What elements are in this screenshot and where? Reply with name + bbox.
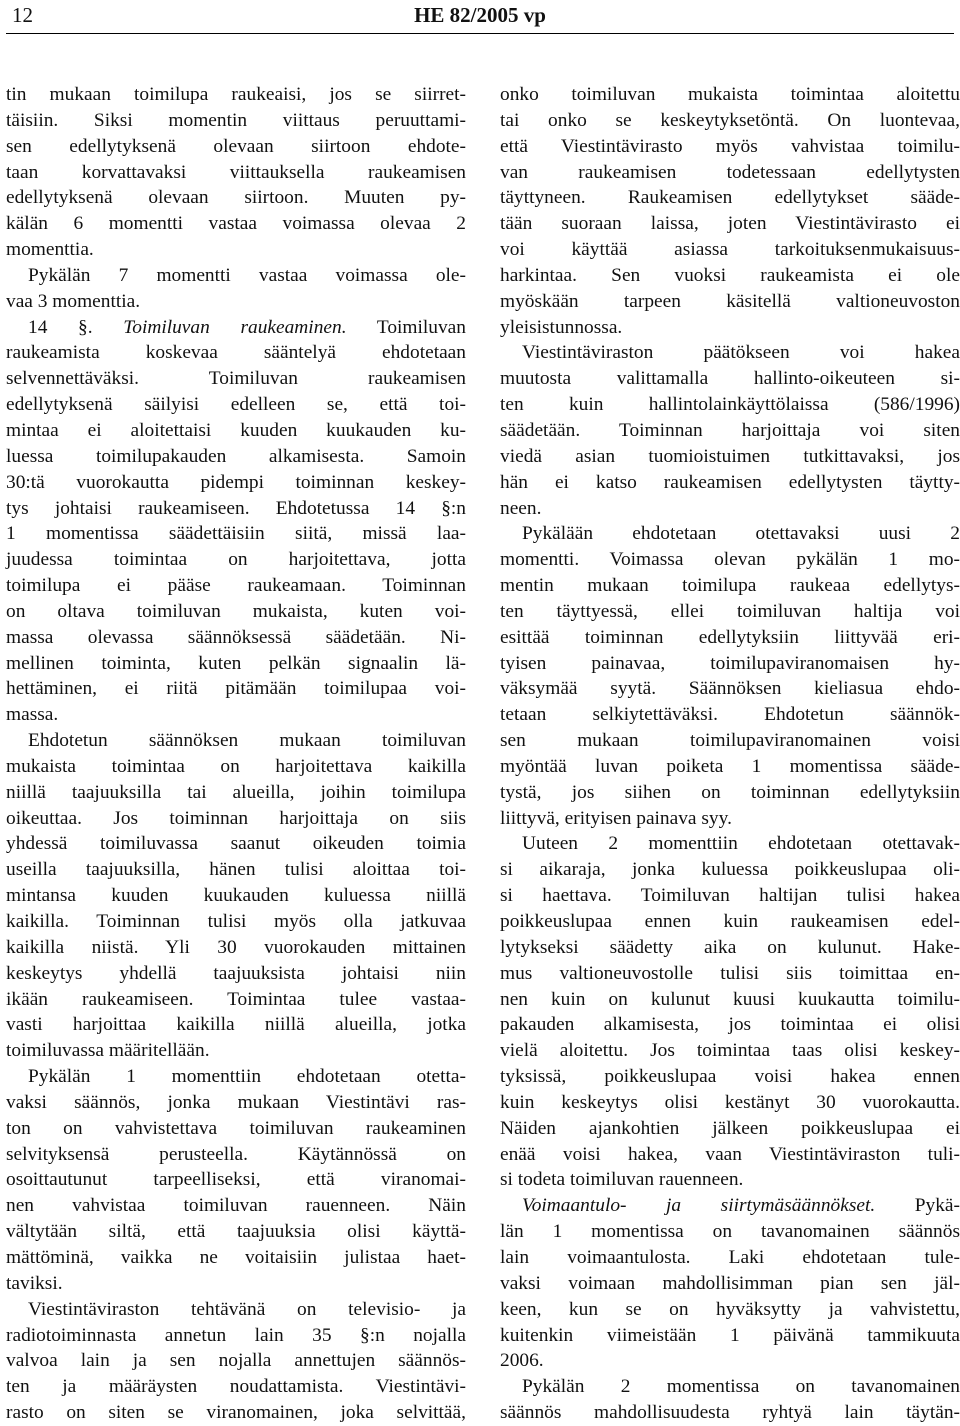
text-line: 30:tä vuorokautta pidempi toiminnan keskey- — [6, 471, 466, 493]
text-line: keskeytys yhdellä taajuuksista johtaisi niin — [6, 962, 466, 984]
text-line: Uuteen 2 momenttiin ehdotetaan otettavak- — [522, 833, 960, 855]
text-line: vasti harjoittaa kaikilla niillä alueilla, jotka — [6, 1014, 466, 1036]
text-run: Toimiluvan — [346, 316, 466, 338]
text-line: selvennettäväksi. Toimiluvan raukeamisen — [6, 368, 466, 390]
text-line: 1 momentissa säädettäisiin siitä, missä laa- — [6, 523, 466, 545]
text-line: vaksi säännös, jonka mukaan Viestintävi ras- — [6, 1091, 466, 1113]
text-line: sen edellytyksenä olevaan siirtoon ehdote- — [6, 135, 466, 157]
text-line: mentin mukaan toimilupa raukeaa edellytys- — [500, 575, 960, 597]
text-line: mintansa kuuden kuukauden kuluessa niillä — [6, 885, 466, 907]
text-line: tyksissä, poikkeuslupaa voisi hakea ennen — [500, 1066, 960, 1088]
text-line: Ehdotetun säännöksen mukaan toimiluvan — [28, 730, 466, 752]
text-line: myöskään tarpeen käsitellä valtioneuvoston — [500, 290, 960, 312]
text-line: taviksi. — [6, 1272, 63, 1294]
text-line: edellytyksenä olevaan siirtoon. Muuten py- — [6, 187, 466, 209]
text-run: 14 §. — [28, 316, 124, 338]
text-line: tys johtaisi raukeamiseen. Ehdotetussa 14 §:n — [6, 497, 466, 519]
text-line: vaksi voimaan mahdollisimman pian sen jäl- — [500, 1272, 960, 1294]
text-line: mellinen toiminta, kuten pelkän signaalin lä- — [6, 652, 466, 674]
text-line: onko toimiluvan mukaista toimintaa aloitettu — [500, 84, 960, 105]
text-line: momenttia. — [6, 239, 94, 261]
text-line: on oltava toimiluvan mukaista, kuten voi- — [6, 600, 466, 622]
right-column — [500, 82, 960, 1426]
text-line: neen. — [500, 497, 542, 519]
text-line: yhdessä toimiluvassa saanut oikeuden toimia — [6, 833, 466, 855]
text-line: mus valtioneuvostolle tulisi siis toimittaa en- — [500, 962, 960, 984]
text-line: myöntää luvan poiketa 1 momentissa sääde- — [500, 755, 960, 777]
text-line: muutosta valittamalla hallinto-oikeuteen si- — [500, 368, 960, 390]
text-line: taan korvattavaksi viittauksella raukeamisen — [6, 161, 466, 183]
text-line: luessa toimilupakauden alkamisesta. Samoin — [6, 445, 466, 467]
text-line: valvoa lain ja sen nojalla annettujen säännös- — [6, 1350, 466, 1372]
text-run: Pykä- — [875, 1195, 960, 1217]
text-line: osoittautunut tarpeelliseksi, että viranomai- — [6, 1169, 466, 1191]
text-line: Pykälään ehdotetaan otettavaksi uusi 2 — [522, 523, 960, 545]
text-line: kälän 6 momentti vastaa voimassa olevaa 2 — [6, 213, 466, 235]
text-line: toimiluvassa määritellään. — [6, 1040, 210, 1062]
text-line: säännös mahdollisuudesta ryhtyä lain täytän- — [500, 1402, 960, 1424]
text-line: ten täyttyessä, ellei toimiluvan haltija voi — [500, 600, 960, 622]
text-line: momentti. Voimassa olevan pykälän 1 mo- — [500, 549, 960, 571]
text-line: esittää toiminnan edellytyksiin liittyvää eri- — [500, 626, 960, 648]
text-line: voi käyttää asiassa tarkoituksenmukaisuus- — [500, 239, 960, 261]
text-line: vielä aloitettu. Jos toimintaa taas olisi keskey- — [500, 1040, 960, 1062]
text-line: tyisen painavaa, toimilupaviranomaisen hy- — [500, 652, 960, 674]
text-line: lain voimaantulosta. Laki ehdotetaan tule- — [500, 1246, 960, 1268]
text-line: si haettava. Toimiluvan haltijan tulisi hakea — [500, 885, 960, 907]
text-line: si todeta toimiluvan rauenneen. — [500, 1169, 744, 1191]
header-rule — [6, 33, 954, 34]
text-line: 2006. — [500, 1350, 544, 1372]
text-line: mukaista toimintaa on harjoitettava kaikilla — [6, 755, 466, 777]
text-line: tään suoraan laissa, joten Viestintävirasto ei — [500, 213, 960, 235]
text-line: tin mukaan toimilupa raukeaisi, jos se siirret- — [6, 84, 466, 105]
text-line: tetaan selkiytettäväksi. Ehdotetun säännök- — [500, 704, 960, 726]
text-line: kuin keskeytys olisi kestänyt 30 vuorokautta. — [500, 1091, 960, 1113]
text-line: liittyvä, erityisen painava syy. — [500, 807, 732, 829]
left-column — [6, 82, 466, 1426]
text-line: pakauden alkamisesta, jos toimintaa ei olisi — [500, 1014, 960, 1036]
text-line: massa. — [6, 704, 59, 726]
text-line: toimilupa ei pääse raukeamaan. Toiminnan — [6, 575, 466, 597]
text-line: radiotoiminnasta annetun lain 35 §:n nojalla — [6, 1324, 466, 1346]
text-line: vältytään siltä, että taajuuksia olisi käyttä- — [6, 1221, 466, 1243]
text-line: si aikaraja, jonka kuluessa poikkeuslupaa oli- — [500, 859, 960, 881]
text-line: edellytyksenä säilyisi edelleen se, että toi- — [6, 394, 466, 416]
text-line: sen mukaan toimilupaviranomainen voisi — [500, 730, 960, 752]
text-line: ten kuin hallintolainkäyttölaissa (586/1996) — [500, 394, 960, 416]
text-line: raukeamista koskevaa sääntelyä ehdotetaan — [6, 342, 466, 364]
text-line: kaikilla niistä. Yli 30 vuorokauden mittainen — [6, 936, 466, 958]
text-line: viedä asian tuomioistuimen tutkittavaksi, jos — [500, 445, 960, 467]
text-line: mintaa ei aloitettaisi kuuden kuukauden ku- — [6, 419, 466, 441]
text-line: Viestintäviraston päätökseen voi hakea — [522, 342, 960, 364]
document-id: HE 82/2005 vp — [414, 3, 546, 27]
text-line: ikään raukeamiseen. Toimintaa tulee vastaa- — [6, 988, 466, 1010]
text-line: kaikilla. Toiminnan tulisi myös olla jatkuvaa — [6, 911, 466, 932]
text-line: Viestintäviraston tehtävänä on televisio- ja — [28, 1298, 466, 1320]
text-line: massa olevassa säännöksessä säädetään. Ni- — [6, 626, 466, 648]
text-line: juudessa toimintaa on harjoitettava, jotta — [6, 549, 466, 571]
text-line: län 1 momentissa on tavanomainen säännös — [500, 1221, 960, 1243]
text-line: väksymää syytä. Säännöksen kieliasua ehdo- — [500, 678, 960, 700]
text-line: tystä, jos siihen on toiminnan edellytyksiin — [500, 781, 960, 803]
text-line: hettäminen, ei riitä pitämään toimilupaa voi- — [6, 678, 466, 700]
text-line: niillä taajuuksilla tai alueilla, joihin toimilupa — [6, 781, 466, 803]
text-line: nen kuin on kulunut kuusi kuukautta toimilu- — [500, 988, 960, 1010]
text-line: rasto on siten se viranomainen, joka selvittää, — [6, 1402, 466, 1424]
text-line: säädetään. Toiminnan harjoittaja voi siten — [500, 419, 960, 441]
text-line: Pykälän 7 momentti vastaa voimassa ole- — [28, 264, 466, 286]
text-line: ten ja määräysten noudattamista. Viestintävi- — [6, 1376, 466, 1398]
text-line: lytykseksi säädetty aika on kulunut. Hake- — [500, 936, 960, 958]
text-line: että Viestintävirasto myös vahvistaa toimilu- — [500, 135, 960, 157]
text-line — [6, 315, 466, 341]
text-line: täisiin. Siksi momentin viittaus peruuttami- — [6, 109, 466, 131]
page-header — [6, 0, 954, 34]
text-line: yleisistunnossa. — [500, 316, 623, 338]
italic-heading: Voimaantulo- ja siirtymäsäännökset. — [522, 1195, 876, 1217]
text-line: ton on vahvistettava toimiluvan raukeaminen — [6, 1117, 466, 1139]
page-number: 12 — [12, 3, 33, 27]
text-line: Pykälän 1 momenttiin ehdotetaan otetta- — [28, 1066, 466, 1088]
text-line: vaa 3 momenttia. — [6, 290, 141, 312]
text-line: enää voisi hakea, vaan Viestintäviraston tuli- — [500, 1143, 960, 1165]
text-line: harkintaa. Sen vuoksi raukeamista ei ole — [500, 264, 960, 286]
text-line — [500, 1193, 960, 1219]
text-line: tai onko se keskeytyksetöntä. On luontevaa, — [500, 109, 960, 131]
text-line: selvityksensä perusteella. Käytännössä on — [6, 1143, 466, 1165]
text-line: useilla taajuuksilla, hänen tulisi aloittaa toi- — [6, 859, 466, 881]
text-line: kuitenkin viimeistään 1 päivänä tammikuuta — [500, 1324, 960, 1346]
text-line: Pykälän 2 momentissa on tavanomainen — [522, 1376, 960, 1398]
text-line: hän ei katso raukeamisen edellytysten täytty- — [500, 471, 960, 493]
text-line: poikkeuslupaa ennen kuin raukeamisen edel- — [500, 911, 960, 932]
text-line: Näiden ajankohtien jälkeen poikkeuslupaa ei — [500, 1117, 960, 1139]
italic-heading: Toimiluvan raukeaminen. — [123, 316, 347, 338]
text-line: keen, kun se on hyväksytty ja vahvistettu, — [500, 1298, 960, 1320]
text-line: mättöminä, vaikka ne voitaisiin julistaa haet- — [6, 1246, 466, 1268]
text-line: täyttyneen. Raukeamisen edellytykset sääde- — [500, 187, 960, 209]
text-line: nen vahvistaa toimiluvan rauenneen. Näin — [6, 1195, 466, 1217]
text-line: oikeuttaa. Jos toiminnan harjoittaja on siis — [6, 807, 466, 829]
text-line: van raukeamisen todetessaan edellytysten — [500, 161, 960, 183]
